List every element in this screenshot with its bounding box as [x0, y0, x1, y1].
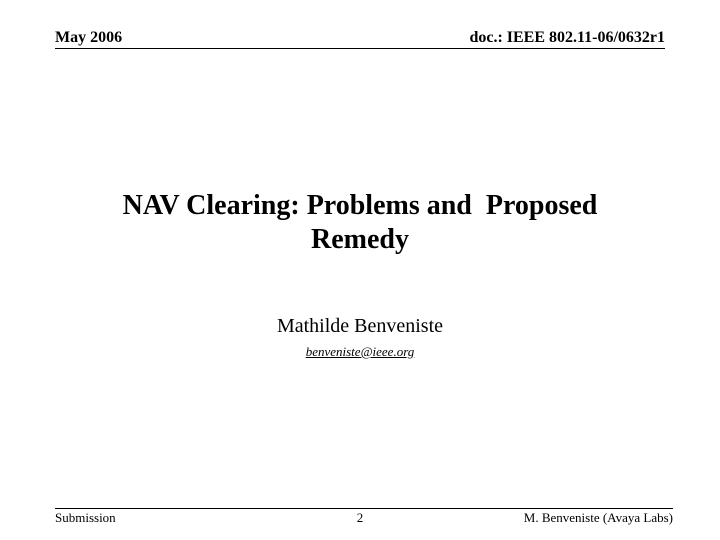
title-line-2: Remedy: [311, 224, 409, 255]
slide-title: [60, 189, 660, 257]
author-name: Mathilde Benveniste: [276, 315, 444, 337]
author-email-container: [220, 344, 500, 360]
header-date: May 2006: [55, 29, 123, 46]
footer-author-affiliation: M. Benveniste (Avaya Labs): [523, 510, 673, 525]
header-document-id: doc.: IEEE 802.11-06/0632r1: [469, 29, 665, 46]
header-rule: [55, 48, 665, 49]
title-line-1: NAV Clearing: Problems and Proposed: [122, 190, 598, 221]
author-email-link[interactable]: benveniste@ieee.org: [305, 344, 415, 359]
footer-page-number: 2: [356, 510, 364, 525]
footer-submission-label: Submission: [55, 510, 116, 525]
footer-rule: [55, 508, 673, 509]
